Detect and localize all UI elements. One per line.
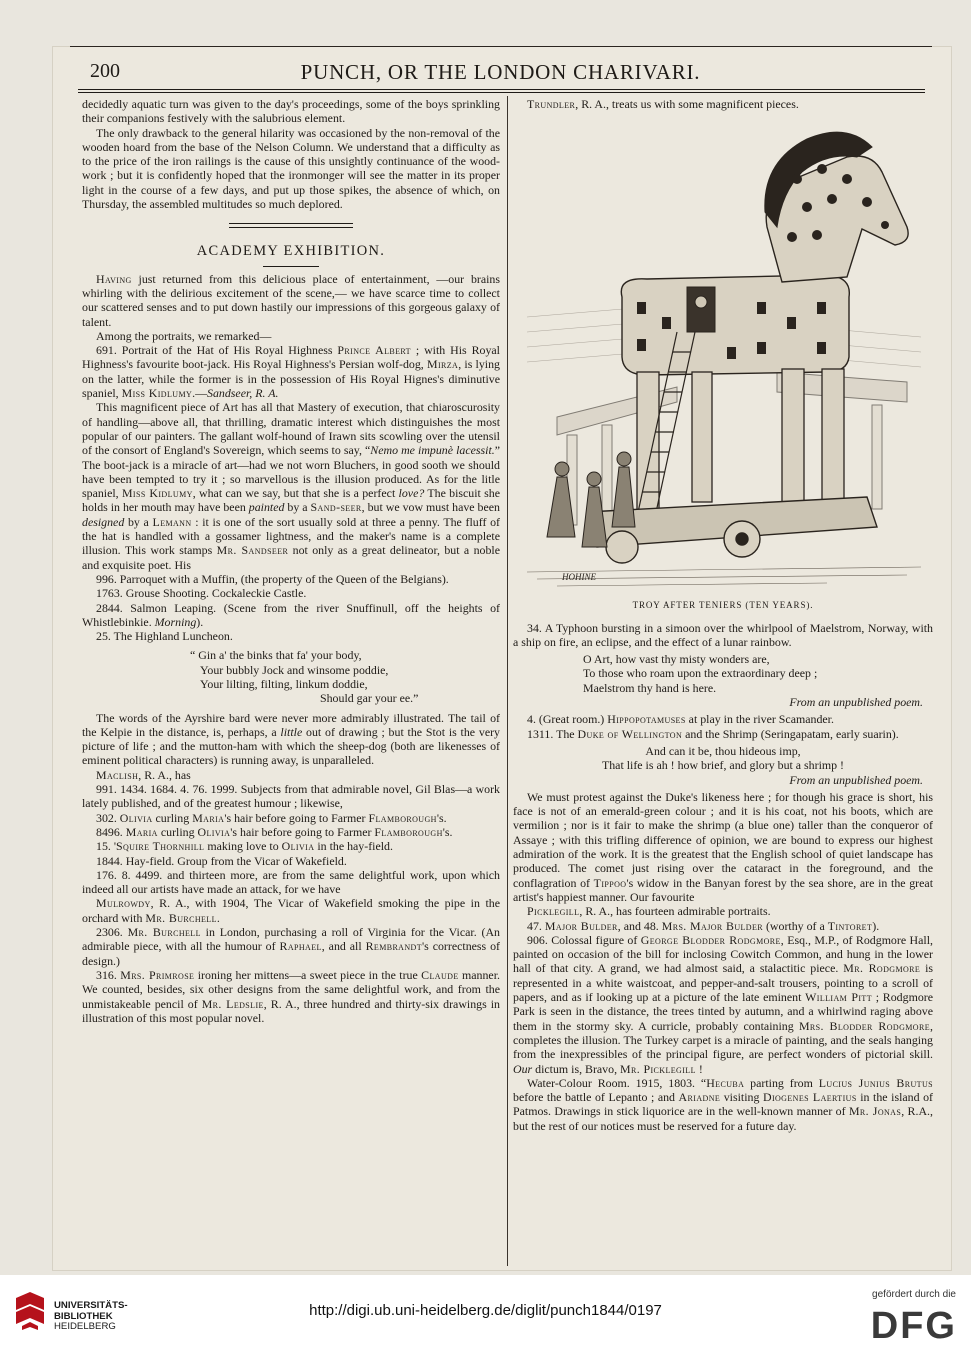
top-border-rule bbox=[70, 46, 932, 47]
paragraph: 1763. Grouse Shooting. Cockaleckie Castle. bbox=[96, 586, 307, 601]
paragraph: 906. Colossal figure of George Blodder Rodgmore, Esq., M.P., of Rodgmore Hall, painted on occasion of the bill for inclosing Cowitch Common, and hung in the lower hall of that city. A grand, we had almost said, a stalactitic piece. Mr. Rodgmore is represented in a white waistcoat, and pepper-and-salt trousers, pointing to a scroll of papers, and as if looking up at a picture of the late eminent William Pitt ; Rodgmore Park is seen in the distance, the trees tinted by autumn, and a whirlwind raging above them in the stormy sky. A curricle, probably containing Mrs. Blodder Rodgmore, completes the illusion. The Turkey carpet is a miracle of painting, and the seals hanging from the inexpressibles of the principal figure, are perfect wonders of pictorial skill. Our dictum is, Bravo, Mr. Picklegill ! bbox=[513, 932, 934, 1076]
paragraph: Among the portraits, we remarked— bbox=[96, 328, 272, 343]
paragraph: 8496. Maria curling Olivia's hair before going to Farmer Flamborough's. bbox=[96, 824, 453, 839]
paragraph: 996. Parroquet with a Muffin, (the property of the Queen of the Belgians). bbox=[96, 571, 449, 586]
paragraph: 1311. The Duke of Wellington and the Shrimp (Seringapatam, early suarin). bbox=[527, 726, 899, 741]
left-column bbox=[82, 97, 500, 1025]
section-divider bbox=[229, 227, 353, 228]
paragraph: 1844. Hay-field. Group from the Vicar of Wakefield. bbox=[96, 853, 347, 868]
illustrator-signature: HOHINE bbox=[562, 572, 596, 583]
paragraph: 2844. Salmon Leaping. (Scene from the river Snuffinull, off the heights of Whistlebinkie. Morning). bbox=[82, 600, 500, 629]
verse-line: “ Gin a' the binks that fa' your body, bbox=[190, 648, 362, 663]
trojan-horse-illustration bbox=[527, 117, 921, 597]
paragraph: This magnificent piece of Art has all that Mastery of execution, that chiaroscurosity of handling—above all, that thrilling, dramatic interest which distinguishes the most popular of our painters. The gallant wolf-hound of Irawn sits scowling over the utensil of the consort of England's Sovereign, which seems to say, “Nemo me impunè lacessit.” The boot-jack is a miracle of art—had we not worn Bluchers, in good sooth we should have been tempted to try it ; so marvellous is the illusion produced. As for the litle spaniel, Miss Kidlumy, what can we say, but that she is a perfect love? The biscuit she holds in her mouth may have been painted by a Sand-seer, but we vow must have been designed by a Lemann : it is one of the sort usually sold at three a penny. The fluff of the hat is handled with a gossamer lightness, and the maker's name is a complete illusion. This work stamps Mr. Sandseer not only as a great delineator, but a noble and exquisite poet. His bbox=[82, 400, 501, 572]
source-url[interactable]: http://digi.ub.uni-heidelberg.de/diglit/punch1844/0197 bbox=[309, 1302, 662, 1319]
section-divider bbox=[229, 223, 353, 224]
paragraph: decidedly aquatic turn was given to the day's proceedings, some of the boys sprinkling their companions festively with the salubrious element. bbox=[82, 97, 500, 126]
poem-line: Maelstrom thy hand is here. bbox=[583, 680, 717, 695]
paragraph: 2306. Mr. Burchell in London, purchasing a roll of Virginia for the Vicar. (An admirable piece, with all the humour of Raphael, and all Rembrandt's correctness of design.) bbox=[82, 925, 500, 968]
right-column bbox=[513, 97, 933, 1133]
paragraph: Trundler, R. A., treats us with some magnificent pieces. bbox=[527, 97, 799, 111]
poem-line: That life is ah ! how brief, and glory but a shrimp ! bbox=[601, 758, 845, 773]
paragraph: We must protest against the Duke's likeness here ; for though his grace is short, his face is not of an emerald-green colour ; and it is his coat, not his boots, which are vermilion ; nor is it fair to make the shrimp (a blue one) taller than the conqueror of Assaye ; with this trifling difference of opinion, we are bound to express our highest admiration of the work. It is the greatest that the English school of quiet landscape has produced. The comet just rising over the cataract in the foreground, and the conflagration of Tippoo's widow in the Banyan forest by the sea shore, are in the great artist's happiest manner. Our favourite bbox=[513, 789, 933, 904]
masthead-title: PUNCH, OR THE LONDON CHARIVARI. bbox=[300, 60, 701, 84]
paragraph: 691. Portrait of the Hat of His Royal Highness Prince Albert ; with His Royal Highness's favourite boot-jack. His Royal Highness's Persian wolf-dog, Mirza, is lying on the latter, while the former is in the possession of His Royal Hignes's diminutive spaniel, Miss Kidlumy.—Sandseer, R. A. bbox=[82, 343, 500, 401]
paragraph: Mulrowdy, R. A., with 1904, The Vicar of Wakefield smoking the pipe in the orchard with Mr. Burchell. bbox=[82, 896, 500, 925]
paragraph: 34. A Typhoon bursting in a simoon over the whirlpool of Maelstrom, Norway, with a ship on fire, an eclipse, and the effect of a lunar rainbow. bbox=[513, 620, 933, 649]
page-number: 200 bbox=[90, 60, 120, 82]
poem-line: O Art, how vast thy misty wonders are, bbox=[583, 652, 770, 667]
horse-hatch bbox=[687, 287, 715, 332]
poem-line: And can it be, thou hideous imp, bbox=[645, 743, 801, 758]
poem-source: From an unpublished poem. bbox=[789, 772, 923, 787]
paragraph: 15. 'Squire Thornhill making love to Olivia in the hay-field. bbox=[96, 839, 393, 854]
verse-line: Your lilting, filting, linkum doddie, bbox=[200, 676, 368, 691]
library-name: UNIVERSITÄTS- BIBLIOTHEK HEIDELBERG bbox=[54, 1300, 128, 1332]
horse-body bbox=[621, 275, 849, 375]
paragraph: Picklegill, R. A., has fourteen admirable portraits. bbox=[527, 904, 771, 919]
poem-source: From an unpublished poem. bbox=[789, 695, 923, 710]
paragraph: The only drawback to the general hilarity was occasioned by the non-removal of the wooden hoard from the base of the Nelson Column. We understand that a difficulty as to the price of the iron railings is the cause of this unsightly continuance of the wood-work ; but it is confidently hoped that the ironmonger will see the matter in its proper light in the course of a few days, and put up those spikes, the absence of which, on Thursday, the assembled multitudes so much deplored. bbox=[82, 125, 500, 212]
paragraph: Water-Colour Room. 1915, 1803. “Hecuba parting from Lucius Junius Brutus before the battle of Lepanto ; and Ariadne visiting Diogenes Laertius in the island of Patmos. Drawings in stick liquorice are in the well-known manner of Mr. Jonas, R.A., but the rest of our notices must be reserved for a future day. bbox=[513, 1075, 934, 1133]
verse-block bbox=[82, 648, 500, 705]
paragraph: 176. 8. 4499. and thirteen more, are from the same delightful work, upon which indeed all our artists have made an attack, for we have bbox=[82, 867, 500, 897]
verse-line: Should gar your ee.” bbox=[320, 691, 419, 706]
poem-block bbox=[513, 744, 933, 787]
page-header bbox=[78, 60, 923, 86]
paragraph: 4. (Great room.) Hippopotamuses at play in the river Scamander. bbox=[527, 712, 834, 727]
funding-note: gefördert durch die bbox=[872, 1289, 956, 1300]
verse-line: Your bubbly Jock and winsome poddie, bbox=[200, 662, 389, 677]
paragraph: 25. The Highland Luncheon. bbox=[96, 629, 233, 644]
paragraph: Maclish, R. A., has bbox=[96, 767, 191, 782]
paragraph: 47. Major Bulder, and 48. Mrs. Major Bulder (worthy of a Tintoret). bbox=[527, 918, 880, 933]
paragraph: 991. 1434. 1684. 4. 76. 1999. Subjects from that admirable novel, Gil Blas—a work lately published, and of the greatest humour ; likewise, bbox=[82, 782, 500, 811]
column-divider bbox=[507, 96, 508, 1266]
poem-block bbox=[513, 652, 933, 709]
paragraph: Having just returned from this delicious place of entertainment, —our brains whirling with the delirious excitement of the scene,— we have scarce time to collect our scattered senses and to put down hastily our impressions of this gorgeous galaxy of talent. bbox=[82, 271, 500, 329]
header-rule bbox=[78, 89, 925, 90]
paragraph: The words of the Ayrshire bard were never more admirably illustrated. The tail of the Kelpie in the distance, is, perhaps, a little out of drawing ; but the Stot is the very picture of life ; and the mutton-ham with which the sheep-dog (both are likenesses of eminent political characters) is running away, is unparalleled. bbox=[82, 710, 500, 768]
poem-line: To those who roam upon the extraordinary deep ; bbox=[583, 666, 818, 681]
dfg-logo: DFG bbox=[870, 1305, 957, 1347]
section-heading: ACADEMY EXHIBITION. bbox=[82, 244, 500, 266]
illustration-caption: TROY AFTER TENIERS (TEN YEARS). bbox=[632, 600, 814, 611]
paragraph: 316. Mrs. Primrose ironing her mittens—a sweet piece in the true Claude manner. We counted, besides, six other designs from the same delightful work, and from the unmistakeable pencil of Mr. Ledslie, R. A., three hundred and thirty-six drawings in illustration of this most popular novel. bbox=[82, 967, 500, 1025]
paragraph: 302. Olivia curling Maria's hair before going to Farmer Flamborough's. bbox=[96, 810, 447, 825]
header-rule-2 bbox=[78, 92, 925, 93]
